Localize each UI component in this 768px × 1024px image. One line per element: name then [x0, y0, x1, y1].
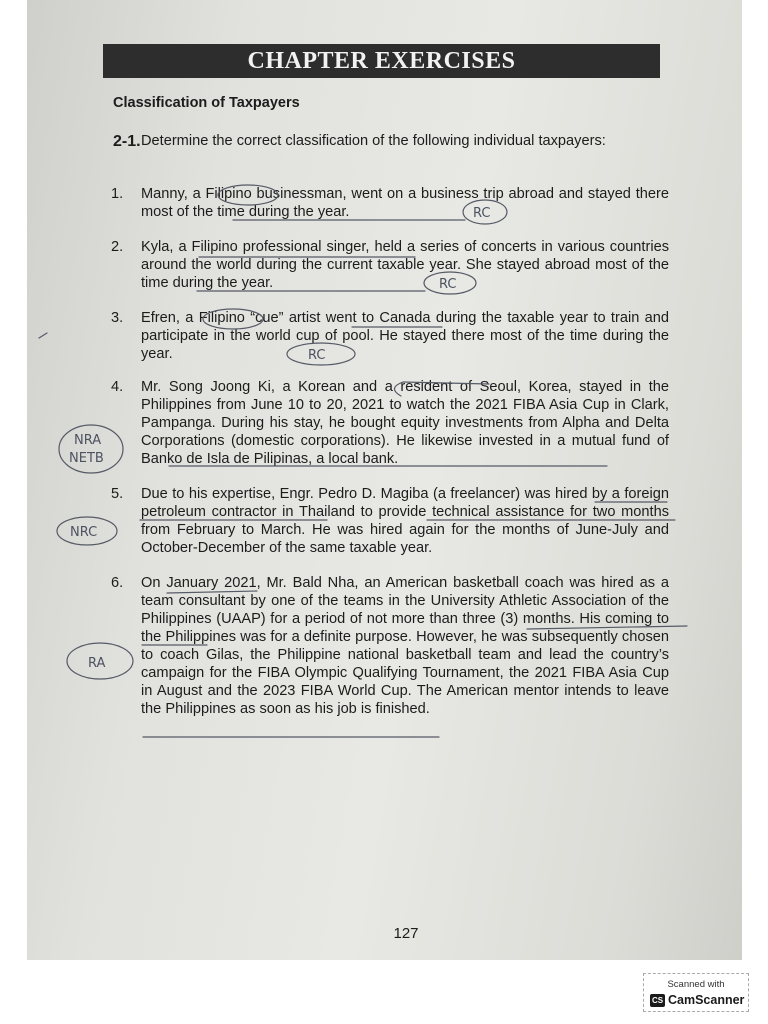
item-text: On January 2021, Mr. Bald Nha, an American basketball coach was hired as a team consultant by one of the teams in the University Athletic Association of the Philippines (UAAP) for a period of not more than three (3) months. His coming to the Philippines was for a definite purpose. However, he was subsequently chosen to coach Gilas, the Philippine national basketball team and lead the country’s campaign for the FIBA Olympic Qualifying Tournament, the 2021 FIBA Asia Cup in August and the 2023 FIBA World Cup. The American mentor intends to leave the Philippines as soon as his job is finished.	[141, 575, 669, 717]
annotation-nrc: NRC	[70, 525, 98, 540]
camscanner-logo-icon: CS	[651, 996, 664, 1005]
camscanner-watermark	[643, 973, 749, 1012]
page-number: 127	[393, 925, 419, 942]
list-item	[111, 309, 671, 363]
list-item	[111, 238, 671, 292]
annotation-rc: RC	[308, 348, 326, 363]
circle-mark	[57, 517, 117, 545]
list-item	[111, 485, 671, 557]
watermark-caption: Scanned with	[667, 979, 725, 990]
item-number: 5.	[111, 486, 124, 502]
item-number: 2.	[111, 239, 124, 255]
annotation-ra: RA	[88, 656, 106, 671]
annotation-rc: RC	[439, 277, 457, 292]
annotation-rc: RC	[473, 206, 491, 221]
exercise-instruction: Determine the correct classification of the following individual taxpayers:	[141, 133, 606, 149]
list-item	[111, 378, 671, 468]
list-item	[111, 185, 671, 221]
item-text: Efren, a Filipino “cue” artist went to Canada during the taxable year to train and participate in the world cup of pool. He stayed there most of the time during the year.	[141, 310, 669, 362]
item-text: Kyla, a Filipino professional singer, held a series of concerts in various countries around the world during the current taxable year. She stayed abroad most of the time during the year.	[141, 239, 669, 291]
item-number: 6.	[111, 575, 124, 591]
section-heading: Classification of Taxpayers	[113, 95, 300, 111]
item-text: Manny, a Filipino businessman, went on a business trip abroad and stayed there most of the time during the year.	[141, 186, 669, 220]
annotation-nra: NRA	[74, 433, 102, 448]
item-number: 1.	[111, 186, 124, 202]
annotation-netb: NETB	[69, 451, 104, 466]
scanned-page	[27, 0, 742, 960]
item-text: Mr. Song Joong Ki, a Korean and a resident of Seoul, Korea, stayed in the Philippines from June 10 to 20, 2021 to watch the 2021 FIBA Asia Cup in Clark, Pampanga. During his stay, he bought equity investments from Alpha and Delta Corporations (domestic corporations). He likewise invested in a mutual fund of Banko de Isla de Pilipinas, a local bank.	[141, 379, 669, 467]
item-text: Due to his expertise, Engr. Pedro D. Magiba (a freelancer) was hired by a foreign petroleum contractor in Thailand to provide technical assistance for two months from February to March. He was hired again for the months of June-July and October-December of the same taxable year.	[141, 486, 669, 556]
watermark-brand: CamScanner	[668, 993, 745, 1007]
tick-mark	[39, 333, 47, 338]
exercise-number: 2-1.	[113, 133, 141, 150]
item-number: 3.	[111, 310, 124, 326]
chapter-banner: CHAPTER EXERCISES	[103, 44, 660, 78]
item-number: 4.	[111, 379, 124, 395]
list-item	[111, 574, 671, 718]
